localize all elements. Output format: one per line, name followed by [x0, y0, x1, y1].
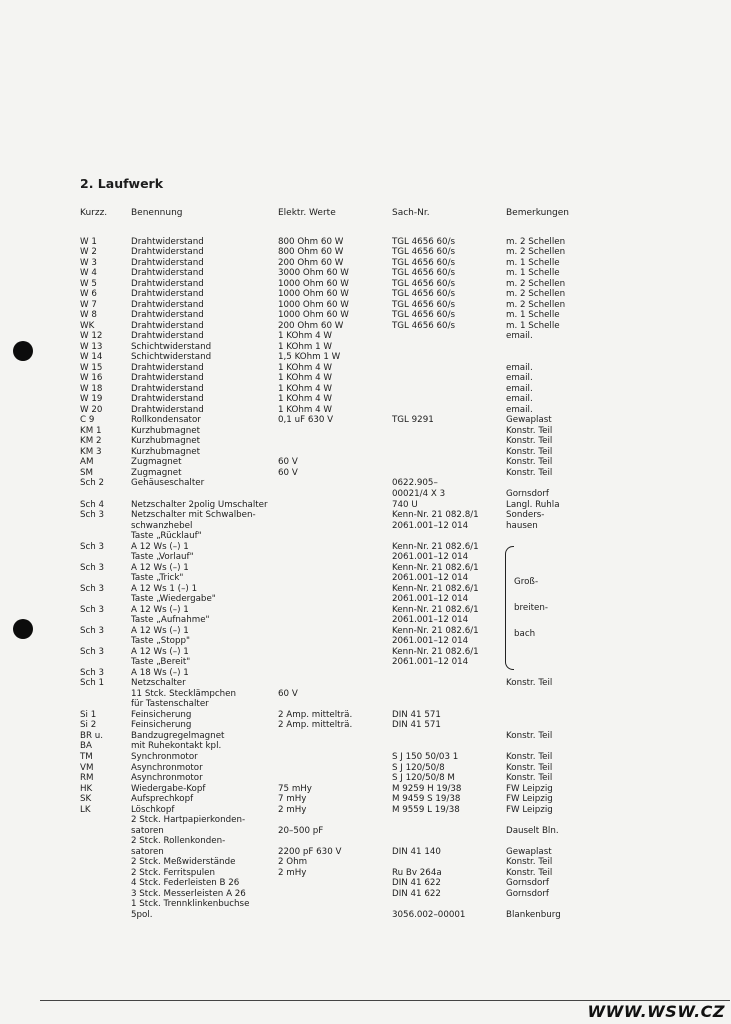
row-kurzzeichen: W 3 [80, 257, 97, 268]
row-elektr-werte: 1000 Ohm 60 W [278, 299, 349, 310]
row-benennung: Drahtwiderstand [131, 331, 204, 342]
table-row [0, 878, 731, 889]
row-kurzzeichen: W 6 [80, 289, 97, 300]
table-row [0, 647, 731, 658]
row-sach-nr: 2061.001–12 014 [392, 657, 469, 668]
header-benennung: Benennung [131, 208, 183, 218]
table-row [0, 373, 731, 384]
row-bemerkungen: FW Leipzig [506, 804, 553, 815]
row-sach-nr: 3056.002–00001 [392, 909, 466, 920]
row-elektr-werte: 60 V [278, 688, 298, 699]
row-elektr-werte: 1000 Ohm 60 W [278, 310, 349, 321]
row-bemerkungen: m. 2 Schellen [506, 236, 566, 247]
row-kurzzeichen: W 13 [80, 341, 103, 352]
row-benennung: Zugmagnet [131, 467, 182, 478]
row-benennung: A 12 Ws (–) 1 [131, 562, 189, 573]
table-row [0, 436, 731, 447]
row-sach-nr: DIN 41 140 [392, 846, 441, 857]
table-row [0, 731, 731, 742]
row-benennung: 11 Stck. Stecklämpchen [131, 688, 236, 699]
row-sach-nr: 2061.001–12 014 [392, 615, 469, 626]
row-sach-nr: S J 150 50/03 1 [392, 751, 459, 762]
table-row [0, 352, 731, 363]
table-row [0, 857, 731, 868]
row-benennung: Drahtwiderstand [131, 310, 204, 321]
table-row [0, 594, 731, 605]
row-benennung: Drahtwiderstand [131, 289, 204, 300]
table-row [0, 584, 731, 595]
row-elektr-werte: 2 Amp. mittelträ. [278, 709, 353, 720]
row-benennung: Netzschalter mit Schwalben- [131, 510, 256, 521]
row-sach-nr: Kenn-Nr. 21 082.6/1 [392, 604, 479, 615]
table-row [0, 489, 731, 500]
row-benennung: schwanzhebel [131, 520, 193, 531]
table-row [0, 237, 731, 248]
row-sach-nr: Ru Bv 264a [392, 867, 442, 878]
table-row [0, 521, 731, 532]
row-benennung: 4 Stck. Federleisten B 26 [131, 878, 240, 889]
table-row [0, 910, 731, 921]
row-sach-nr: DIN 41 622 [392, 888, 441, 899]
row-benennung: Schichtwiderstand [131, 341, 212, 352]
row-kurzzeichen: W 8 [80, 310, 97, 321]
row-benennung: Netzschalter [131, 678, 186, 689]
table-row [0, 794, 731, 805]
row-kurzzeichen: BA [80, 741, 92, 752]
row-bemerkungen: Konstr. Teil [506, 762, 553, 773]
table-row [0, 826, 731, 837]
table-row [0, 363, 731, 374]
table-row [0, 720, 731, 731]
row-kurzzeichen: KM 1 [80, 425, 102, 436]
row-sach-nr: Kenn-Nr. 21 082.6/1 [392, 646, 479, 657]
row-sach-nr: TGL 4656 60/s [392, 299, 456, 310]
row-kurzzeichen: W 4 [80, 268, 97, 279]
row-kurzzeichen: KM 3 [80, 446, 102, 457]
row-elektr-werte: 800 Ohm 60 W [278, 247, 344, 258]
row-elektr-werte: 1,5 KOhm 1 W [278, 352, 341, 363]
row-sach-nr: TGL 4656 60/s [392, 247, 456, 258]
table-row [0, 258, 731, 269]
row-benennung: 2 Stck. Meßwiderstände [131, 857, 236, 868]
row-kurzzeichen: C 9 [80, 415, 95, 426]
table-row [0, 668, 731, 679]
row-bemerkungen: hausen [506, 520, 538, 531]
table-row [0, 500, 731, 511]
table-row [0, 636, 731, 647]
row-benennung: Bandzugregelmagnet [131, 730, 225, 741]
table-row [0, 510, 731, 521]
row-benennung: Wiedergabe-Kopf [131, 783, 206, 794]
table-row [0, 563, 731, 574]
table-row [0, 426, 731, 437]
row-kurzzeichen: W 20 [80, 404, 103, 415]
table-row [0, 457, 731, 468]
row-kurzzeichen: Si 1 [80, 709, 97, 720]
brace-bracket [505, 546, 514, 670]
row-kurzzeichen: Sch 3 [80, 562, 105, 573]
table-row [0, 478, 731, 489]
row-bemerkungen: Gornsdorf [506, 488, 549, 499]
row-benennung: Drahtwiderstand [131, 362, 204, 373]
row-bemerkungen: m. 2 Schellen [506, 247, 566, 258]
row-sach-nr: M 9259 H 19/38 [392, 783, 462, 794]
row-kurzzeichen: Sch 3 [80, 510, 105, 521]
row-kurzzeichen: W 18 [80, 383, 103, 394]
row-elektr-werte: 60 V [278, 457, 298, 468]
table-row [0, 847, 731, 858]
row-sach-nr: 740 U [392, 499, 418, 510]
row-benennung: Taste „Trick" [131, 573, 184, 584]
row-bemerkungen: Konstr. Teil [506, 446, 553, 457]
row-kurzzeichen: HK [80, 783, 93, 794]
row-benennung: Taste „Rücklauf" [131, 531, 202, 542]
row-sach-nr: 00021/4 X 3 [392, 488, 446, 499]
row-benennung: Drahtwiderstand [131, 278, 204, 289]
row-benennung: Zugmagnet [131, 457, 182, 468]
row-bemerkungen: m. 1 Schelle [506, 310, 560, 321]
row-bemerkungen: m. 2 Schellen [506, 299, 566, 310]
row-sach-nr: M 9559 L 19/38 [392, 804, 460, 815]
row-elektr-werte: 2 Amp. mittelträ. [278, 720, 353, 731]
row-benennung: Gehäuseschalter [131, 478, 205, 489]
row-elektr-werte: 2 mHy [278, 804, 307, 815]
table-row [0, 247, 731, 258]
row-bemerkungen: m. 1 Schelle [506, 268, 560, 279]
row-sach-nr: TGL 4656 60/s [392, 310, 456, 321]
row-sach-nr: 2061.001–12 014 [392, 520, 469, 531]
row-benennung: Drahtwiderstand [131, 373, 204, 384]
row-elektr-werte: 2 mHy [278, 867, 307, 878]
watermark: WWW.WSW.CZ [587, 1002, 725, 1021]
row-benennung: Drahtwiderstand [131, 247, 204, 258]
row-kurzzeichen: Sch 3 [80, 604, 105, 615]
table-row [0, 447, 731, 458]
header-elektr-werte: Elektr. Werte [278, 208, 336, 218]
row-benennung: A 12 Ws (–) 1 [131, 541, 189, 552]
row-benennung: für Tastenschalter [131, 699, 209, 710]
table-row [0, 752, 731, 763]
row-elektr-werte: 3000 Ohm 60 W [278, 268, 349, 279]
row-benennung: Netzschalter 2polig Umschalter [131, 499, 268, 510]
table-row [0, 573, 731, 584]
row-kurzzeichen: Sch 3 [80, 646, 105, 657]
row-benennung: Taste „Vorlauf" [131, 552, 194, 563]
row-benennung: Feinsicherung [131, 709, 192, 720]
table-row [0, 868, 731, 879]
row-sach-nr: 2061.001–12 014 [392, 552, 469, 563]
table-row [0, 542, 731, 553]
row-bemerkungen: Gornsdorf [506, 888, 549, 899]
row-elektr-werte: 1 KOhm 4 W [278, 362, 332, 373]
table-row [0, 279, 731, 290]
row-bemerkungen: Gewaplast [506, 415, 552, 426]
brace-label: Groß- [514, 577, 539, 587]
row-bemerkungen: m. 2 Schellen [506, 289, 566, 300]
row-benennung: Feinsicherung [131, 720, 192, 731]
row-elektr-werte: 75 mHy [278, 783, 312, 794]
row-benennung: Schichtwiderstand [131, 352, 212, 363]
row-benennung: Drahtwiderstand [131, 257, 204, 268]
brace-label: bach [514, 629, 536, 639]
table-row [0, 805, 731, 816]
row-sach-nr: TGL 4656 60/s [392, 289, 456, 300]
row-elektr-werte: 0,1 uF 630 V [278, 415, 334, 426]
row-benennung: Kurzhubmagnet [131, 425, 200, 436]
row-kurzzeichen: LK [80, 804, 91, 815]
row-kurzzeichen: Sch 4 [80, 499, 105, 510]
row-elektr-werte: 20–500 pF [278, 825, 324, 836]
row-benennung: A 18 Ws (–) 1 [131, 667, 189, 678]
row-bemerkungen: Konstr. Teil [506, 467, 553, 478]
table-row [0, 615, 731, 626]
row-bemerkungen: Konstr. Teil [506, 730, 553, 741]
row-bemerkungen: Konstr. Teil [506, 773, 553, 784]
row-benennung: A 12 Ws (–) 1 [131, 646, 189, 657]
row-elektr-werte: 1 KOhm 4 W [278, 383, 332, 394]
table-row [0, 468, 731, 479]
row-kurzzeichen: SK [80, 794, 92, 805]
table-row [0, 531, 731, 542]
row-kurzzeichen: Si 2 [80, 720, 97, 731]
row-kurzzeichen: SM [80, 467, 94, 478]
table-row [0, 763, 731, 774]
table-row [0, 331, 731, 342]
row-elektr-werte: 2200 pF 630 V [278, 846, 342, 857]
row-bemerkungen: Konstr. Teil [506, 436, 553, 447]
bottom-rule [40, 1000, 730, 1001]
row-kurzzeichen: W 5 [80, 278, 97, 289]
row-benennung: Kurzhubmagnet [131, 436, 200, 447]
row-benennung: 2 Stck. Ferritspulen [131, 867, 216, 878]
row-benennung: satoren [131, 846, 164, 857]
row-bemerkungen: Langl. Ruhla [506, 499, 560, 510]
row-elektr-werte: 1 KOhm 4 W [278, 394, 332, 405]
row-sach-nr: TGL 9291 [392, 415, 434, 426]
section-title: 2. Laufwerk [80, 176, 164, 191]
row-kurzzeichen: AM [80, 457, 94, 468]
row-kurzzeichen: Sch 3 [80, 667, 105, 678]
row-kurzzeichen: KM 2 [80, 436, 102, 447]
row-sach-nr: 2061.001–12 014 [392, 594, 469, 605]
row-benennung: A 12 Ws 1 (–) 1 [131, 583, 198, 594]
header-sach-nr: Sach-Nr. [392, 208, 430, 218]
header-bemerkungen: Bemerkungen [506, 208, 570, 218]
row-sach-nr: TGL 4656 60/s [392, 257, 456, 268]
table-row [0, 689, 731, 700]
table-row [0, 899, 731, 910]
row-bemerkungen: m. 2 Schellen [506, 278, 566, 289]
row-bemerkungen: email. [506, 394, 533, 405]
row-elektr-werte: 200 Ohm 60 W [278, 320, 344, 331]
row-bemerkungen: FW Leipzig [506, 794, 553, 805]
table-row [0, 605, 731, 616]
row-kurzzeichen: W 2 [80, 247, 97, 258]
row-bemerkungen: email. [506, 331, 533, 342]
brace-label: breiten- [514, 603, 549, 613]
row-benennung: 2 Stck. Rollenkonden- [131, 836, 226, 847]
row-bemerkungen: Konstr. Teil [506, 678, 553, 689]
row-benennung: Drahtwiderstand [131, 320, 204, 331]
row-kurzzeichen: RM [80, 773, 94, 784]
table-row [0, 268, 731, 279]
row-kurzzeichen: W 16 [80, 373, 103, 384]
row-benennung: Drahtwiderstand [131, 383, 204, 394]
table-row [0, 626, 731, 637]
row-elektr-werte: 1 KOhm 4 W [278, 373, 332, 384]
row-kurzzeichen: W 15 [80, 362, 103, 373]
row-sach-nr: DIN 41 571 [392, 720, 441, 731]
row-benennung: 1 Stck. Trennklinkenbuchse [131, 899, 250, 910]
table-row [0, 394, 731, 405]
table-row [0, 657, 731, 668]
row-kurzzeichen: BR u. [80, 730, 104, 741]
table-row [0, 300, 731, 311]
row-bemerkungen: email. [506, 362, 533, 373]
row-sach-nr: DIN 41 571 [392, 709, 441, 720]
row-bemerkungen: m. 1 Schelle [506, 257, 560, 268]
row-bemerkungen: email. [506, 383, 533, 394]
row-benennung: A 12 Ws (–) 1 [131, 625, 189, 636]
row-benennung: Drahtwiderstand [131, 236, 204, 247]
row-kurzzeichen: Sch 3 [80, 583, 105, 594]
row-benennung: Synchronmotor [131, 751, 198, 762]
row-benennung: satoren [131, 825, 164, 836]
row-benennung: A 12 Ws (–) 1 [131, 604, 189, 615]
row-kurzzeichen: W 7 [80, 299, 97, 310]
table-row [0, 699, 731, 710]
row-elektr-werte: 1000 Ohm 60 W [278, 278, 349, 289]
row-benennung: Asynchronmotor [131, 773, 203, 784]
row-benennung: 2 Stck. Hartpapierkonden- [131, 815, 246, 826]
row-bemerkungen: Konstr. Teil [506, 751, 553, 762]
header-kurzzeichen: Kurzz. [80, 208, 108, 218]
row-sach-nr: Kenn-Nr. 21 082.6/1 [392, 583, 479, 594]
row-sach-nr: S J 120/50/8 M [392, 773, 455, 784]
row-kurzzeichen: Sch 1 [80, 678, 105, 689]
row-bemerkungen: Konstr. Teil [506, 857, 553, 868]
row-benennung: Asynchronmotor [131, 762, 203, 773]
row-benennung: Taste „Aufnahme" [131, 615, 210, 626]
row-bemerkungen: FW Leipzig [506, 783, 553, 794]
row-kurzzeichen: Sch 3 [80, 541, 105, 552]
row-sach-nr: 2061.001–12 014 [392, 573, 469, 584]
row-bemerkungen: Sonders- [506, 510, 545, 521]
row-benennung: Drahtwiderstand [131, 299, 204, 310]
table-row [0, 836, 731, 847]
row-bemerkungen: Gornsdorf [506, 878, 549, 889]
row-bemerkungen: Dauselt Bln. [506, 825, 559, 836]
row-sach-nr: Kenn-Nr. 21 082.8/1 [392, 510, 479, 521]
row-elektr-werte: 200 Ohm 60 W [278, 257, 344, 268]
table-row [0, 552, 731, 563]
row-bemerkungen: email. [506, 373, 533, 384]
row-benennung: Kurzhubmagnet [131, 446, 200, 457]
row-benennung: Taste „Wiedergabe" [131, 594, 216, 605]
row-kurzzeichen: Sch 3 [80, 625, 105, 636]
table-row [0, 415, 731, 426]
row-sach-nr: 2061.001–12 014 [392, 636, 469, 647]
row-benennung: 3 Stck. Messerleisten A 26 [131, 888, 246, 899]
table-row [0, 773, 731, 784]
row-benennung: Drahtwiderstand [131, 268, 204, 279]
row-elektr-werte: 1000 Ohm 60 W [278, 289, 349, 300]
row-sach-nr: DIN 41 622 [392, 878, 441, 889]
table-row [0, 710, 731, 721]
row-kurzzeichen: Sch 2 [80, 478, 105, 489]
row-sach-nr: S J 120/50/8 [392, 762, 445, 773]
table-row [0, 310, 731, 321]
table-row [0, 342, 731, 353]
row-kurzzeichen: TM [80, 751, 93, 762]
row-elektr-werte: 1 KOhm 4 W [278, 404, 332, 415]
row-elektr-werte: 60 V [278, 467, 298, 478]
row-sach-nr: M 9459 S 19/38 [392, 794, 461, 805]
row-kurzzeichen: W 1 [80, 236, 97, 247]
row-kurzzeichen: WK [80, 320, 95, 331]
row-benennung: Löschkopf [131, 804, 175, 815]
row-benennung: Rollkondensator [131, 415, 201, 426]
row-sach-nr: TGL 4656 60/s [392, 236, 456, 247]
row-sach-nr: Kenn-Nr. 21 082.6/1 [392, 541, 479, 552]
row-elektr-werte: 800 Ohm 60 W [278, 236, 344, 247]
row-sach-nr: TGL 4656 60/s [392, 320, 456, 331]
row-sach-nr: Kenn-Nr. 21 082.6/1 [392, 562, 479, 573]
row-elektr-werte: 1 KOhm 1 W [278, 341, 332, 352]
row-benennung: Taste „Bereit" [131, 657, 191, 668]
row-benennung: Drahtwiderstand [131, 394, 204, 405]
table-row [0, 384, 731, 395]
row-benennung: 5pol. [131, 909, 153, 920]
row-kurzzeichen: W 19 [80, 394, 103, 405]
row-bemerkungen: email. [506, 404, 533, 415]
table-row [0, 815, 731, 826]
row-kurzzeichen: W 12 [80, 331, 103, 342]
row-elektr-werte: 7 mHy [278, 794, 307, 805]
row-bemerkungen: Blankenburg [506, 909, 561, 920]
row-kurzzeichen: W 14 [80, 352, 103, 363]
row-bemerkungen: Konstr. Teil [506, 457, 553, 468]
table-row [0, 321, 731, 332]
row-elektr-werte: 1 KOhm 4 W [278, 331, 332, 342]
row-bemerkungen: Konstr. Teil [506, 425, 553, 436]
table-row [0, 784, 731, 795]
row-sach-nr: TGL 4656 60/s [392, 278, 456, 289]
row-kurzzeichen: VM [80, 762, 94, 773]
table-row [0, 405, 731, 416]
table-row [0, 889, 731, 900]
row-benennung: Taste „Stopp" [131, 636, 190, 647]
row-benennung: Aufsprechkopf [131, 794, 194, 805]
row-sach-nr: Kenn-Nr. 21 082.6/1 [392, 625, 479, 636]
table-row [0, 741, 731, 752]
row-bemerkungen: Konstr. Teil [506, 867, 553, 878]
row-bemerkungen: m. 1 Schelle [506, 320, 560, 331]
row-benennung: mit Ruhekontakt kpl. [131, 741, 222, 752]
table-row [0, 289, 731, 300]
row-elektr-werte: 2 Ohm [278, 857, 308, 868]
row-benennung: Drahtwiderstand [131, 404, 204, 415]
row-sach-nr: TGL 4656 60/s [392, 268, 456, 279]
row-bemerkungen: Gewaplast [506, 846, 552, 857]
table-row [0, 678, 731, 689]
row-sach-nr: 0622.905– [392, 478, 438, 489]
